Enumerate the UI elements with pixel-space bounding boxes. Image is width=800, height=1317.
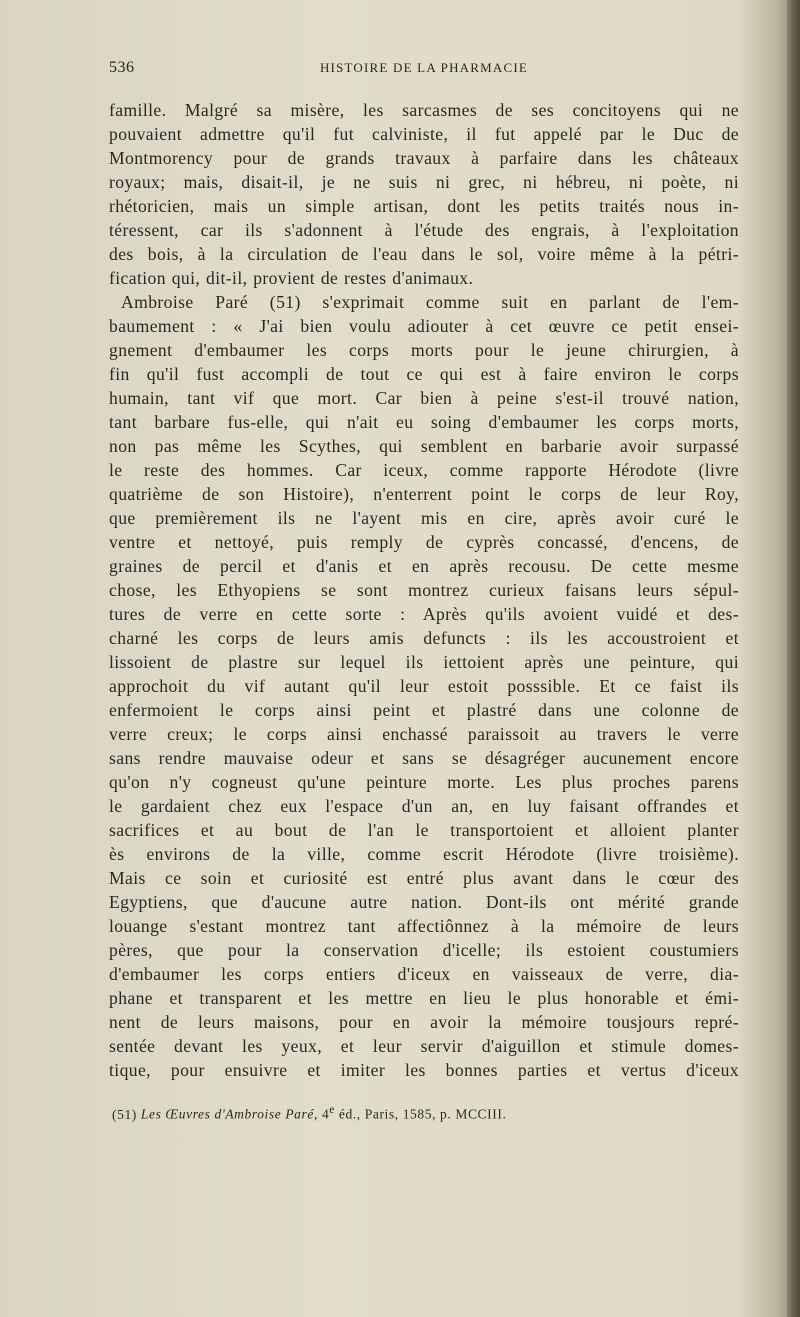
text-line: royaux; mais, disait-il, je ne suis ni grec, ni hébreu, ni poète, ni xyxy=(109,172,739,192)
body-text xyxy=(109,98,739,1082)
footnote-edition: 4 xyxy=(321,1106,330,1122)
text-line: Montmorency pour de grands travaux à parfaire dans les châteaux xyxy=(109,148,739,168)
page-edge-shadow xyxy=(787,0,800,1317)
text-line: qu'on n'y cogneust qu'une peinture morte. Les plus proches parens xyxy=(109,772,739,792)
footnote-details: éd., Paris, 1585, p. MCCIII. xyxy=(338,1106,507,1122)
text-line: enfermoient le corps ainsi peint et plastré dans une colonne de xyxy=(109,700,739,720)
text-line: nent de leurs maisons, pour en avoir la mémoire tousjours repré- xyxy=(109,1012,739,1032)
text-line: lissoient de plastre sur lequel ils iettoient après une peinture, qui xyxy=(109,652,739,672)
text-line: phane et transparent et les mettre en lieu le plus honorable et émi- xyxy=(109,988,739,1008)
text-line: Ambroise Paré (51) s'exprimait comme suit en parlant de l'em- xyxy=(121,292,739,312)
text-line: louange s'estant montrez tant affectiônnez à la mémoire de leurs xyxy=(109,916,739,936)
text-line: charné les corps de leurs amis defuncts : ils les accoustroient et xyxy=(109,628,739,648)
text-line: tant barbare fus-elle, qui n'ait eu soing d'embaumer les corps morts, xyxy=(109,412,739,432)
text-line: pères, que pour la conservation d'icelle; ils estoient coustumiers xyxy=(109,940,739,960)
text-line: sacrifices et au bout de l'an le transportoient et alloient planter xyxy=(109,820,739,840)
footnote xyxy=(109,1104,739,1123)
text-line: famille. Malgré sa misère, les sarcasmes de ses concitoyens qui ne xyxy=(109,100,739,120)
text-line: tique, pour ensuivre et imiter les bonnes parties et vertus d'iceux xyxy=(109,1060,739,1080)
text-line: rhétoricien, mais un simple artisan, dont les petits traités nous in- xyxy=(109,196,739,216)
text-line: baumement : « J'ai bien voulu adiouter à cet œuvre ce petit ensei- xyxy=(109,316,739,336)
text-line: gnement d'embaumer les corps morts pour le jeune chirurgien, à xyxy=(109,340,739,360)
text-line: Egyptiens, que d'aucune autre nation. Dont-ils ont mérité grande xyxy=(109,892,739,912)
text-line: fin qu'il fust accompli de tout ce qui est à faire environ le corps xyxy=(109,364,739,384)
page-header xyxy=(109,59,739,81)
text-line: ès environs de la ville, comme escrit Hérodote (livre troisième). xyxy=(109,844,739,864)
text-line: que premièrement ils ne l'ayent mis en cire, après avoir curé le xyxy=(109,508,739,528)
text-line: des bois, à la circulation de l'eau dans le sol, voire même à la pétri- xyxy=(109,244,739,264)
footnote-title: Les Œuvres d'Ambroise Paré, xyxy=(140,1106,318,1122)
footnote-number: (51) xyxy=(112,1106,137,1122)
text-line: fication qui, dit-il, provient de restes d'animaux. xyxy=(109,268,474,288)
text-line: sentée devant les yeux, et leur servir d'aiguillon et stimule domes- xyxy=(109,1036,739,1056)
text-line: humain, tant vif que mort. Car bien à peine s'est-il trouvé nation, xyxy=(109,388,739,408)
text-line: Mais ce soin et curiosité est entré plus avant dans le cœur des xyxy=(109,868,739,888)
text-line: ventre et nettoyé, puis remply de cyprès concassé, d'encens, de xyxy=(109,532,739,552)
text-line: non pas même les Scythes, qui semblent en barbarie avoir surpassé xyxy=(109,436,739,456)
text-line: pouvaient admettre qu'il fut calviniste, il fut appelé par le Duc de xyxy=(109,124,739,144)
text-line: d'embaumer les corps entiers d'iceux en vaisseaux de verre, dia- xyxy=(109,964,739,984)
text-line: verre creux; le corps ainsi enchassé paraissoit au travers le verre xyxy=(109,724,739,744)
footnote-edition-suffix: e xyxy=(329,1104,335,1116)
text-line: téressent, car ils s'adonnent à l'étude des engrais, à l'exploitation xyxy=(109,220,739,240)
running-title: HISTOIRE DE LA PHARMACIE xyxy=(319,60,529,75)
text-line: quatrième de son Histoire), n'enterrent point le corps de leur Roy, xyxy=(109,484,739,504)
text-line: graines de percil et d'anis et en après recousu. De cette mesme xyxy=(109,556,739,576)
page-number: 536 xyxy=(109,59,135,76)
text-line: le reste des hommes. Car iceux, comme rapporte Hérodote (livre xyxy=(109,460,739,480)
text-line: chose, les Ethyopiens se sont montrez curieux faisans leurs sépul- xyxy=(109,580,739,600)
text-line: sans rendre mauvaise odeur et sans se désagréger aucunement encore xyxy=(109,748,739,768)
text-line: le gardaient chez eux l'espace d'un an, en luy faisant offrandes et xyxy=(109,796,739,816)
text-line: approchoit du vif autant qu'il leur estoit posssible. Et ce faist ils xyxy=(109,676,739,696)
text-line: tures de verre en cette sorte : Après qu'ils avoient vuidé et des- xyxy=(109,604,739,624)
